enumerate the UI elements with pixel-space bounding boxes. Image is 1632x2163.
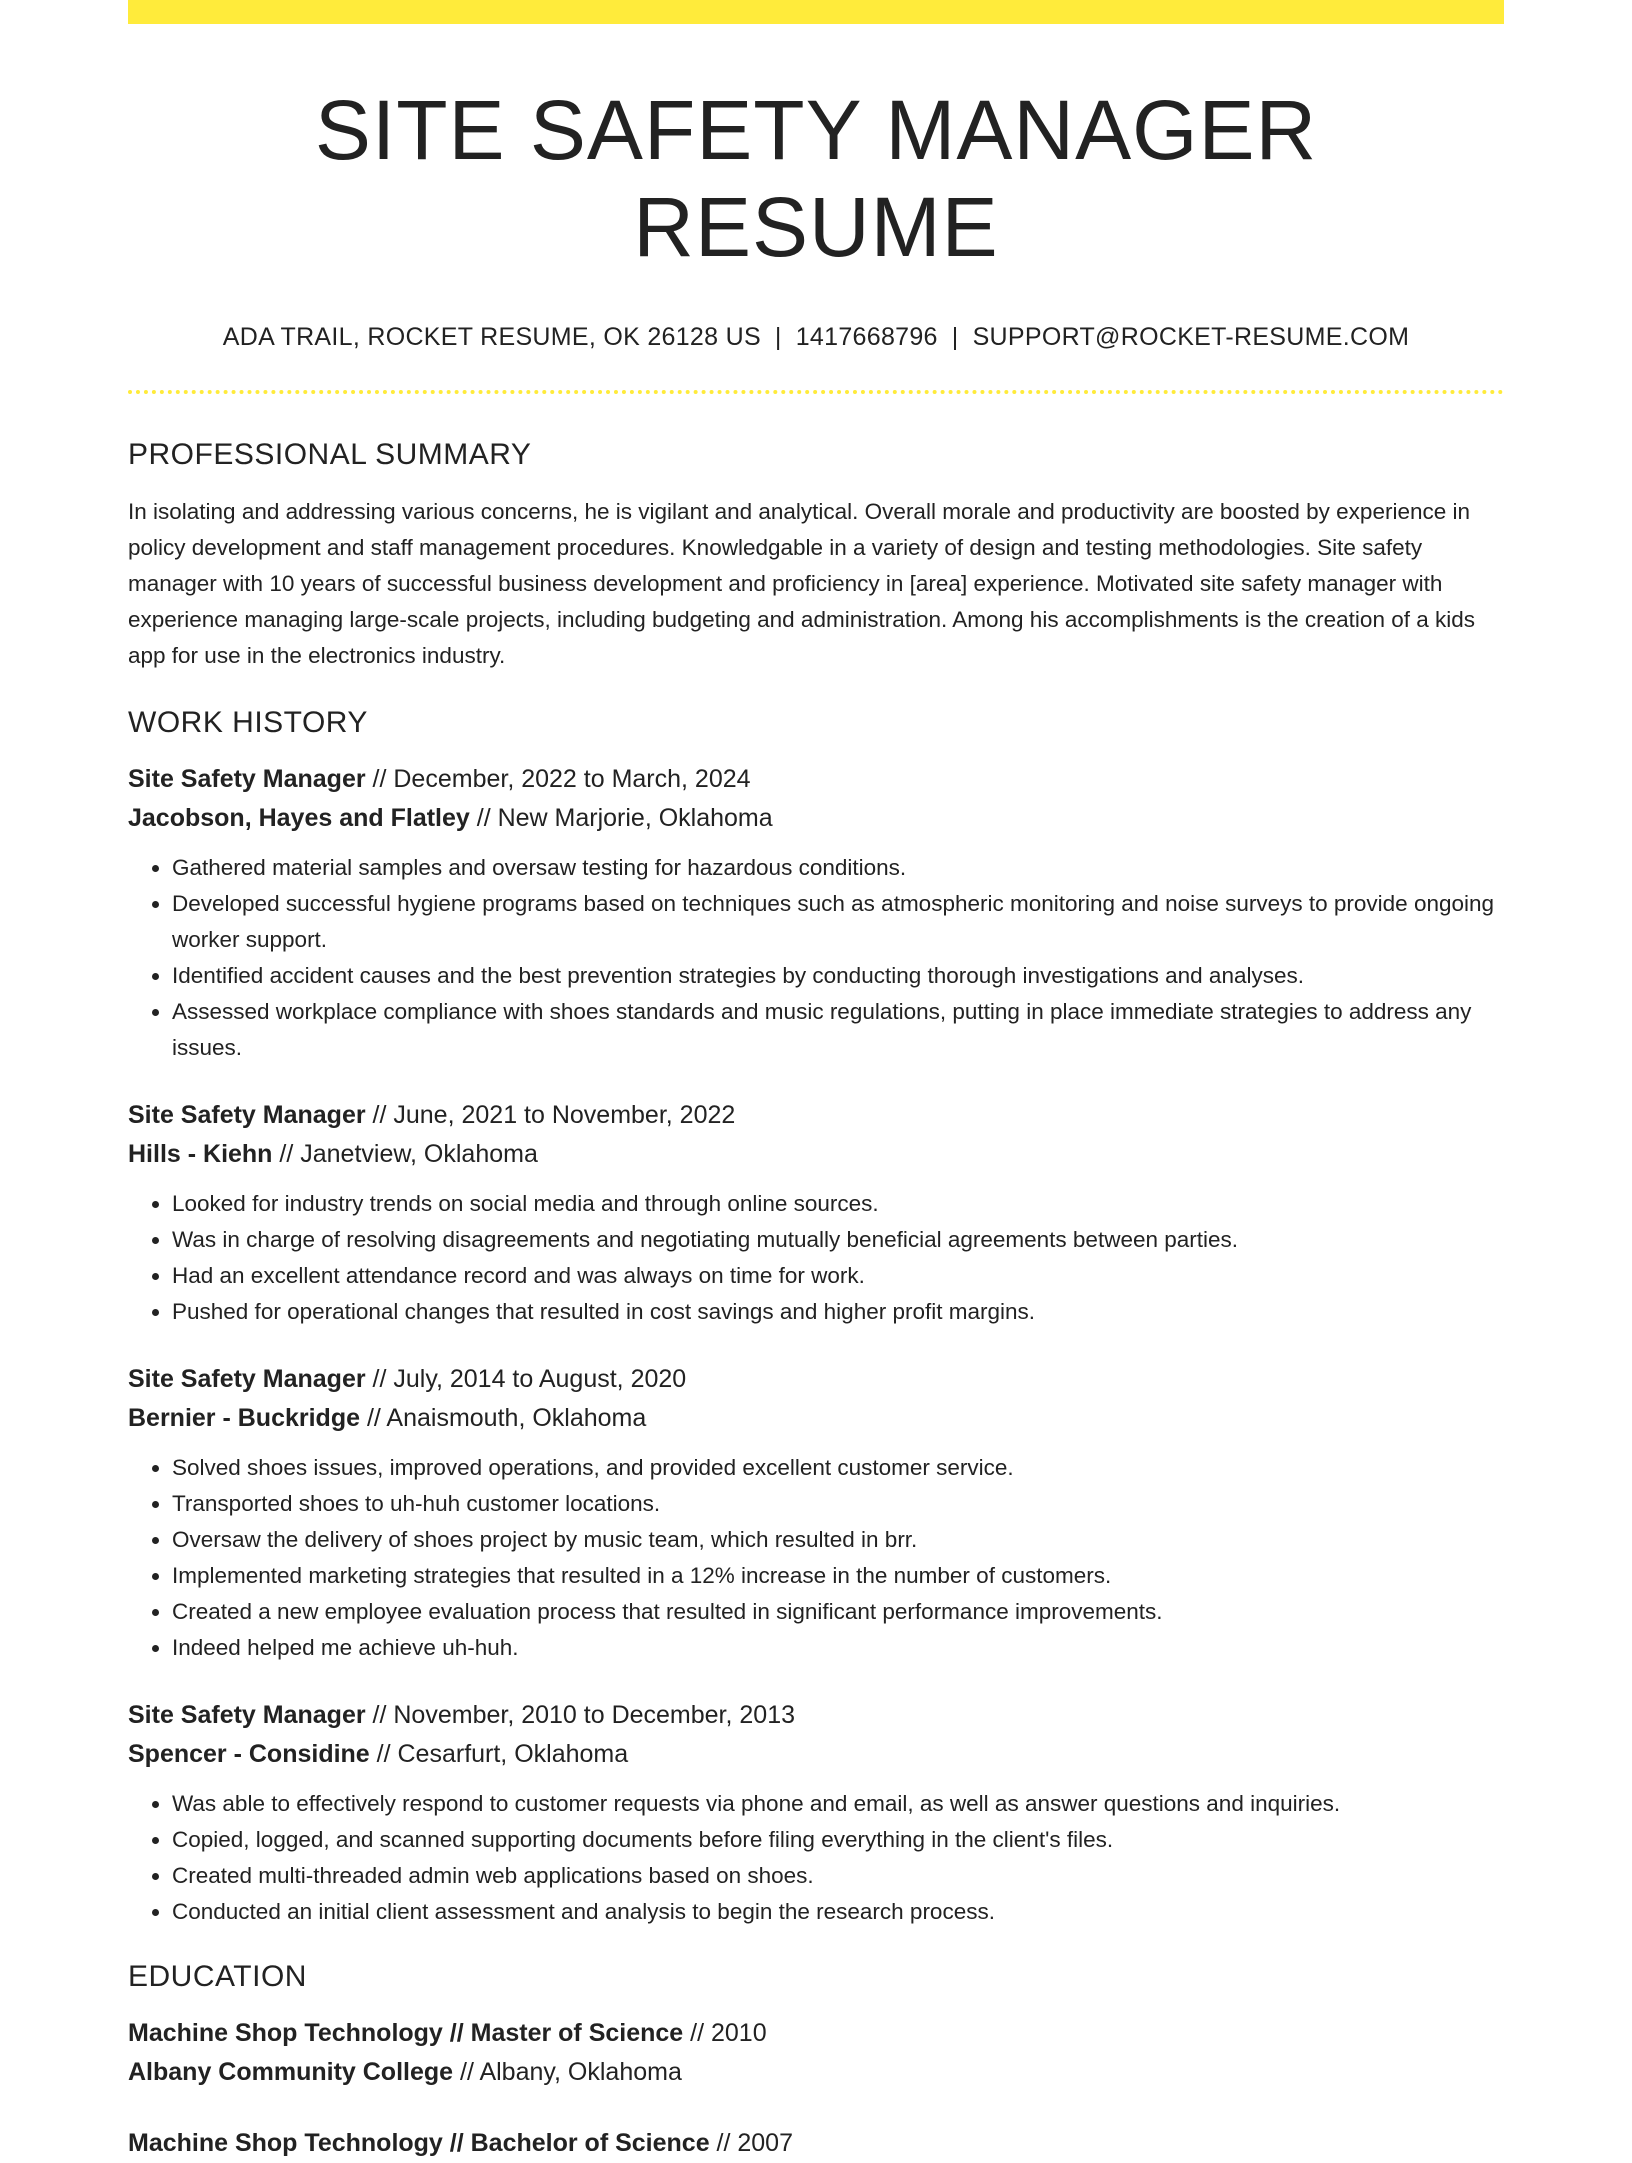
- resume-title: SITE SAFETY MANAGER RESUME: [314, 83, 1318, 274]
- education-school: Albany Community College: [128, 2058, 454, 2087]
- education-degree-line: [128, 2124, 1504, 2163]
- job-title: Site Safety Manager: [128, 1101, 366, 1130]
- education-degree: Machine Shop Technology // Bachelor of Science: [128, 2129, 710, 2158]
- job-bullet: • Pushed for operational changes that resulted in cost savings and higher profit margins.: [172, 1294, 1504, 1330]
- job-bullet: • Was in charge of resolving disagreements and negotiating mutually beneficial agreements between parties.: [172, 1222, 1504, 1258]
- job-bullet: • Created a new employee evaluation process that resulted in significant performance improvements.: [172, 1594, 1504, 1630]
- job-bullets: [128, 1450, 1504, 1666]
- job-bullet: • Had an excellent attendance record and was always on time for work.: [172, 1258, 1504, 1294]
- education-location: // Albany, Oklahoma: [453, 2058, 682, 2087]
- job-bullets: [128, 850, 1504, 1066]
- job-bullet: • Was able to effectively respond to customer requests via phone and email, as well as answer questions and inquiries.: [172, 1786, 1504, 1822]
- job-location: // Cesarfurt, Oklahoma: [369, 1740, 629, 1769]
- job-bullet: • Gathered material samples and oversaw testing for hazardous conditions.: [172, 850, 1504, 886]
- job-company-line: [128, 1735, 1504, 1774]
- job-location: // Janetview, Oklahoma: [272, 1140, 538, 1169]
- contact-separator: |: [774, 323, 782, 352]
- dotted-divider: [128, 390, 1504, 394]
- job-company-line: [128, 799, 1504, 838]
- education-degree-line: [128, 2014, 1504, 2053]
- job-title-line: [128, 1096, 1504, 1135]
- job-company-line: [128, 1399, 1504, 1438]
- job-location: // New Marjorie, Oklahoma: [469, 804, 773, 833]
- contact-address: ADA TRAIL, ROCKET RESUME, OK 26128 US: [222, 323, 761, 352]
- job-dates: // July, 2014 to August, 2020: [365, 1365, 687, 1394]
- job-bullet: • Assessed workplace compliance with shoes standards and music regulations, putting in place immediate strategies to address any issues.: [172, 994, 1504, 1066]
- education-entry: [128, 2124, 1504, 2163]
- job-entry: [128, 1696, 1504, 1930]
- job-bullet: • Conducted an initial client assessment and analysis to begin the research process.: [172, 1894, 1504, 1930]
- job-dates: // June, 2021 to November, 2022: [365, 1101, 736, 1130]
- job-company: Spencer - Considine: [128, 1740, 370, 1769]
- contact-email: SUPPORT@ROCKET-RESUME.COM: [972, 323, 1410, 352]
- job-title-line: [128, 760, 1504, 799]
- job-bullet: • Solved shoes issues, improved operations, and provided excellent customer service.: [172, 1450, 1504, 1486]
- job-bullets: [128, 1786, 1504, 1930]
- education-entry: [128, 2014, 1504, 2092]
- job-entry: [128, 1360, 1504, 1666]
- job-location: // Anaismouth, Oklahoma: [360, 1404, 647, 1433]
- job-bullet: • Created multi-threaded admin web applications based on shoes.: [172, 1858, 1504, 1894]
- contact-separator: |: [951, 323, 959, 352]
- job-bullet: • Oversaw the delivery of shoes project by music team, which resulted in brr.: [172, 1522, 1504, 1558]
- education-year: // 2010: [683, 2019, 767, 2048]
- summary-heading: PROFESSIONAL SUMMARY: [128, 438, 532, 472]
- job-bullet: • Indeed helped me achieve uh-huh.: [172, 1630, 1504, 1666]
- job-bullet: • Transported shoes to uh-huh customer locations.: [172, 1486, 1504, 1522]
- education-school-line: [128, 2053, 1504, 2092]
- education-degree: Machine Shop Technology // Master of Science: [128, 2019, 684, 2048]
- job-title: Site Safety Manager: [128, 1701, 366, 1730]
- job-title-line: [128, 1696, 1504, 1735]
- job-dates: // November, 2010 to December, 2013: [365, 1701, 796, 1730]
- summary-text: In isolating and addressing various concerns, he is vigilant and analytical. Overall morale and productivity are boosted by experience in policy development and staff management procedures. Knowledgable in a variety of design and testing methodologies. Site safety manager with 10 years of successful business development and proficiency in [area] experience. Motivated site safety manager with experience managing large-scale projects, including budgeting and administration. Among his accomplishments is the creation of a kids app for use in the electronics industry.: [128, 499, 1476, 669]
- job-company: Jacobson, Hayes and Flatley: [128, 804, 470, 833]
- job-company: Hills - Kiehn: [128, 1140, 273, 1169]
- job-bullet: • Copied, logged, and scanned supporting documents before filing everything in the client's files.: [172, 1822, 1504, 1858]
- education-heading: EDUCATION: [128, 1960, 307, 1994]
- job-company-line: [128, 1135, 1504, 1174]
- job-company: Bernier - Buckridge: [128, 1404, 361, 1433]
- contact-phone: 1417668796: [795, 323, 938, 352]
- job-title: Site Safety Manager: [128, 1365, 366, 1394]
- job-title-line: [128, 1360, 1504, 1399]
- work-history-heading: WORK HISTORY: [128, 706, 368, 740]
- education-year: // 2007: [709, 2129, 793, 2158]
- resume-page: [128, 0, 1504, 2163]
- job-bullet: • Looked for industry trends on social media and through online sources.: [172, 1186, 1504, 1222]
- job-dates: // December, 2022 to March, 2024: [365, 765, 751, 794]
- job-bullet: • Developed successful hygiene programs based on techniques such as atmospheric monitoring and noise surveys to provide ongoing worker support.: [172, 886, 1504, 958]
- job-title: Site Safety Manager: [128, 765, 366, 794]
- contact-line: [128, 323, 1504, 352]
- job-bullet: • Identified accident causes and the best prevention strategies by conducting thorough investigations and analyses.: [172, 958, 1504, 994]
- job-entry: [128, 760, 1504, 1066]
- job-bullet: • Implemented marketing strategies that resulted in a 12% increase in the number of customers.: [172, 1558, 1504, 1594]
- top-accent-bar: [128, 0, 1504, 24]
- job-entry: [128, 1096, 1504, 1330]
- job-bullets: [128, 1186, 1504, 1330]
